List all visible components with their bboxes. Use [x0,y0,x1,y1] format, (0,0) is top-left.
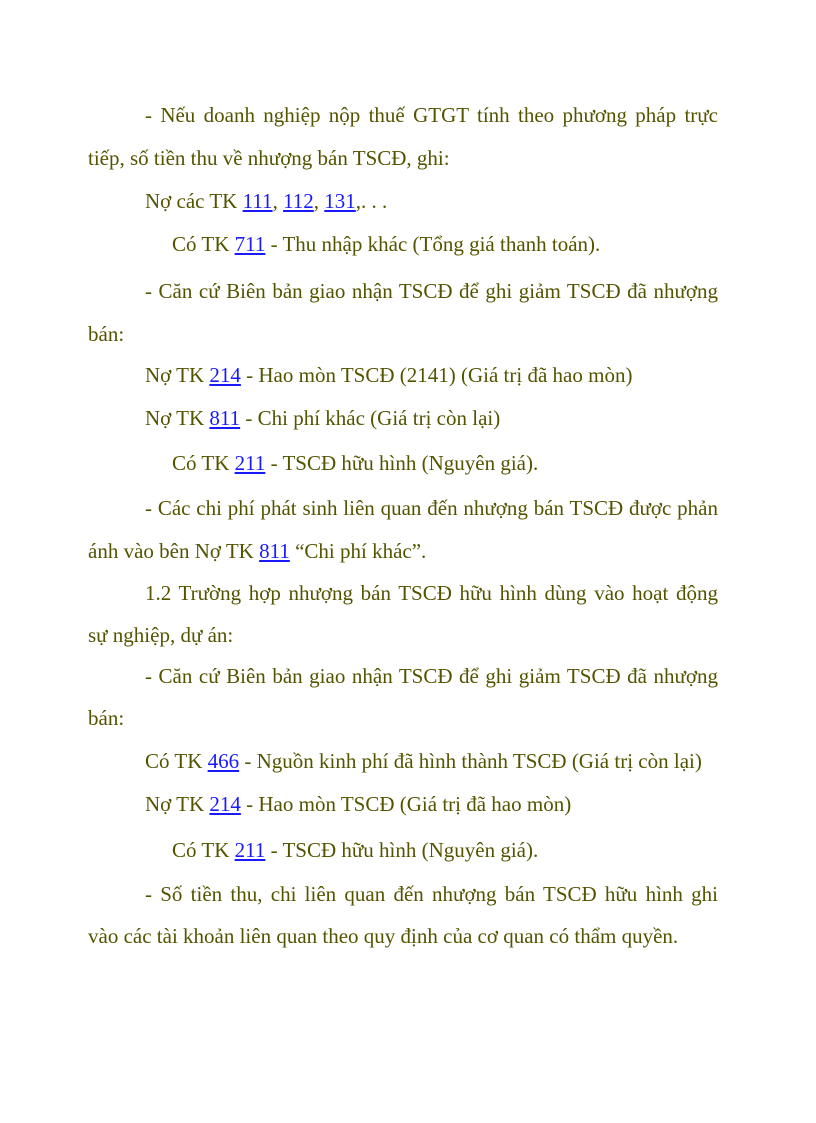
account-711-link[interactable]: 711 [234,232,266,256]
account-131-link[interactable]: 131 [324,189,356,213]
account-811-link[interactable]: 811 [259,539,290,563]
entry-line [172,450,538,476]
heading-line [88,622,233,648]
text-run: Có TK [145,749,208,773]
text-run: - Chi phí khác (Giá trị còn lại) [240,406,501,430]
paragraph-line [145,278,718,304]
text-run: - Các chi phí phát sinh liên quan đến nhượng bán TSCĐ được phản [145,496,718,520]
text-run: tiếp, số tiền thu về nhượng bán TSCĐ, ghi: [88,146,450,170]
paragraph-line [145,102,718,128]
paragraph-line [145,881,718,907]
account-211-link[interactable]: 211 [234,838,266,862]
text-run: - Số tiền thu, chi liên quan đến nhượng bán TSCĐ hữu hình ghi [145,882,718,906]
text-run: Có TK [172,232,235,256]
text-run: bán: [88,706,125,730]
paragraph-line [145,495,718,521]
text-run: - TSCĐ hữu hình (Nguyên giá). [265,451,539,475]
text-run: Nợ TK [145,363,210,387]
text-run: - Nếu doanh nghiệp nộp thuế GTGT tính theo phương pháp trực [145,103,718,127]
text-run: ánh vào bên Nợ TK [88,539,260,563]
text-run: - Căn cứ Biên bản giao nhận TSCĐ để ghi giảm TSCĐ đã nhượng [145,279,718,303]
account-112-link[interactable]: 112 [283,189,314,213]
text-run: Nợ TK [145,406,210,430]
account-214-link[interactable]: 214 [209,363,241,387]
text-run: vào các tài khoản liên quan theo quy định của cơ quan có thẩm quyền. [88,924,679,948]
text-run: sự nghiệp, dự án: [88,623,234,647]
text-run: - Hao mòn TSCĐ (2141) (Giá trị đã hao mòn) [240,363,633,387]
paragraph-line [145,663,718,689]
account-211-link[interactable]: 211 [234,451,266,475]
heading-line [145,580,718,606]
paragraph-line [88,145,450,171]
entry-line [145,405,500,431]
paragraph-line [88,321,124,347]
entry-line [145,188,387,214]
text-run: - Hao mòn TSCĐ (Giá trị đã hao mòn) [240,792,572,816]
entry-line [145,791,571,817]
text-run: - TSCĐ hữu hình (Nguyên giá). [265,838,539,862]
text-run: - Thu nhập khác (Tổng giá thanh toán). [265,232,601,256]
text-run: - Căn cứ Biên bản giao nhận TSCĐ để ghi giảm TSCĐ đã nhượng [145,664,718,688]
entry-line [145,748,702,774]
text-run: Có TK [172,451,235,475]
account-214-link[interactable]: 214 [209,792,241,816]
text-run: “Chi phí khác”. [289,539,427,563]
text-run: Có TK [172,838,235,862]
text-run: bán: [88,322,125,346]
account-466-link[interactable]: 466 [207,749,240,773]
paragraph-line [88,538,426,564]
paragraph-line [88,705,124,731]
text-run: , [272,189,284,213]
entry-line [172,231,600,257]
text-run: Nợ TK [145,792,210,816]
text-run: 1.2 Trường hợp nhượng bán TSCĐ hữu hình dùng vào hoạt động [145,581,718,605]
text-run: ,. . . [355,189,388,213]
text-run: - Nguồn kinh phí đã hình thành TSCĐ (Giá trị còn lại) [239,749,702,773]
paragraph-line [88,923,678,949]
entry-line [172,837,538,863]
account-111-link[interactable]: 111 [242,189,273,213]
text-run: Nợ các TK [145,189,243,213]
text-run: , [313,189,325,213]
entry-line [145,362,632,388]
account-811-link[interactable]: 811 [209,406,241,430]
